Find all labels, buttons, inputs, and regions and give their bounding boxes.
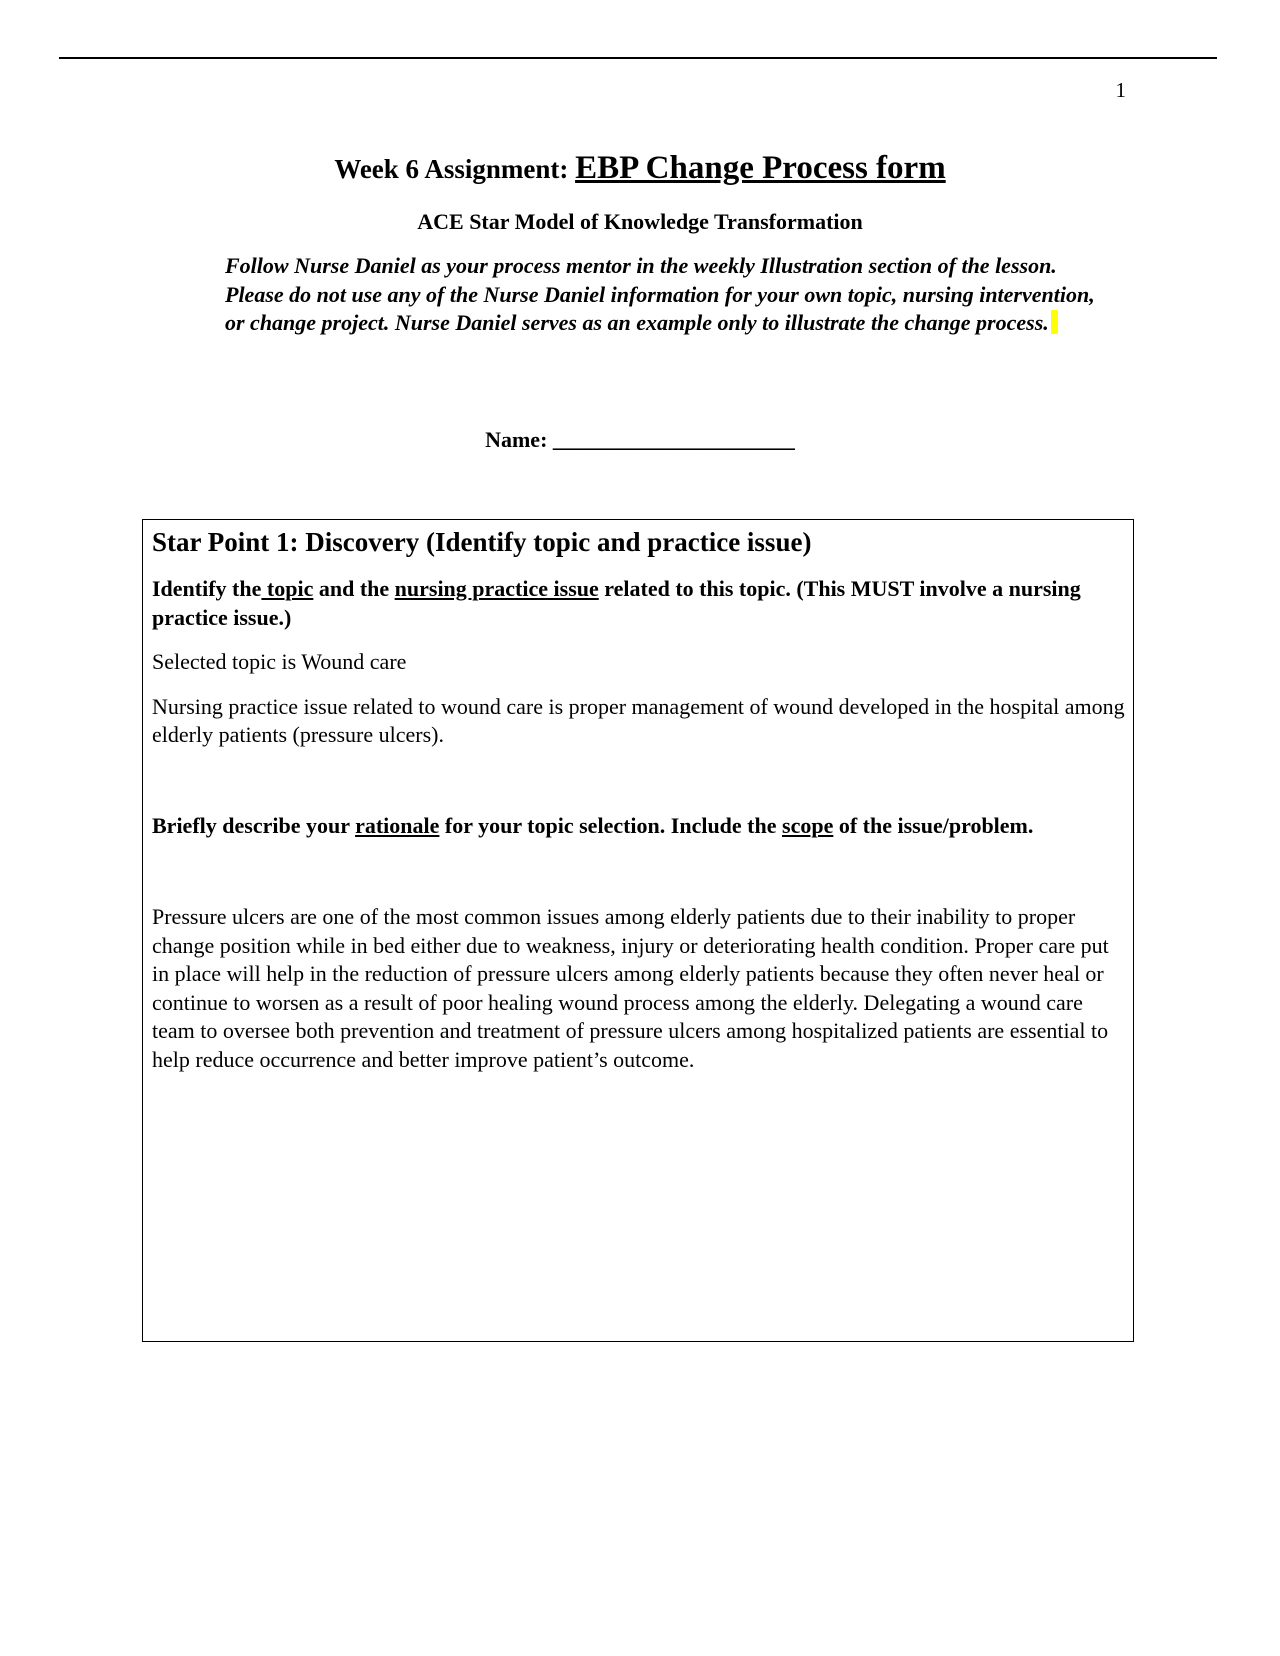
answer-rationale: Pressure ulcers are one of the most common issues among elderly patients due to their inability to proper change position while in bed either due to weakness, injury or deteriorating health condition. Proper care put in place will help in the reduction of pressure ulcers among elderly patients because they often never heal or continue to worsen as a result of poor healing wound process among the elderly. Delegating a wound care team to oversee both prevention and treatment of pressure ulcers among hospitalized patients are essential to help reduce occurrence and better improve patient’s outcome. xyxy=(152,904,1109,1072)
prompt1-part3: related to this topic. (This MUST involve a nursing practice issue.) xyxy=(152,576,1081,630)
header-rule xyxy=(59,57,1217,59)
prompt1-topic: topic xyxy=(261,576,314,601)
name-field xyxy=(0,427,1280,453)
name-blank[interactable]: ______________________ xyxy=(552,427,795,452)
instructions-text: Follow Nurse Daniel as your process mentor in the weekly Illustration section of the lesson. Please do not use any of the Nurse Daniel information for your own topic, nursing intervention, or change project. Nurse Daniel serves as an example only to illustrate the change process. xyxy=(225,253,1095,335)
star-point-1-content xyxy=(152,524,1127,1074)
prompt-identify-topic xyxy=(152,575,1127,632)
star-point-1-box xyxy=(142,519,1134,1342)
prompt1-issue: nursing practice issue xyxy=(394,576,599,601)
page-title xyxy=(0,150,1280,187)
prompt1-part1: Identify the xyxy=(152,576,262,601)
prompt2-part1: Briefly describe your xyxy=(152,812,356,838)
title-main: EBP Change Process form xyxy=(575,150,946,186)
prompt2-scope: scope xyxy=(782,812,834,838)
prompt2-part3: of the issue/problem. xyxy=(833,812,1034,838)
answer-issue: Nursing practice issue related to wound care is proper management of wound developed in the hospital among elderly patients (pressure ulcers). xyxy=(152,693,1125,747)
section-title: Star Point 1: Discovery (Identify topic and practice issue) xyxy=(152,527,812,557)
prompt-rationale xyxy=(152,812,1127,841)
instructions-block xyxy=(225,252,1105,338)
page-subtitle: ACE Star Model of Knowledge Transformation xyxy=(417,209,863,234)
answer-topic: Selected topic is Wound care xyxy=(152,649,407,674)
prompt2-part2: for your topic selection. Include the xyxy=(439,812,783,838)
name-label: Name: xyxy=(485,427,553,452)
title-prefix: Week 6 Assignment: xyxy=(334,154,576,184)
page-number: 1 xyxy=(1115,78,1126,102)
prompt2-rationale: rationale xyxy=(355,812,440,838)
prompt1-part2: and the xyxy=(313,576,395,601)
highlight-mark xyxy=(1051,310,1058,334)
